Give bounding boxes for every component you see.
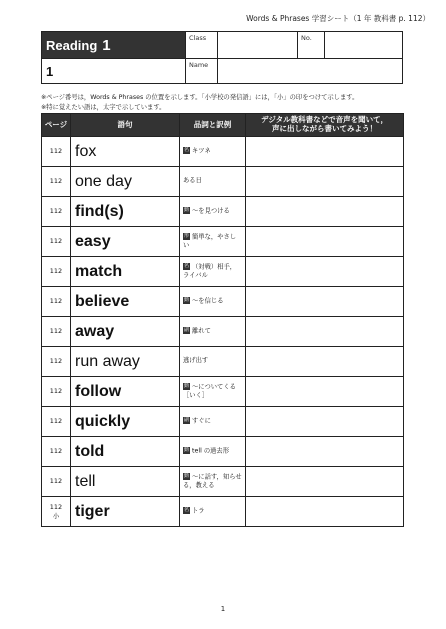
row-meaning <box>180 437 246 467</box>
row-word: tiger <box>71 497 180 527</box>
page-value: 112 <box>49 237 63 246</box>
practice-writing-field[interactable] <box>246 497 404 527</box>
part-of-speech-icon: 動 <box>183 207 189 213</box>
practice-writing-field[interactable] <box>246 347 404 377</box>
practice-writing-field[interactable] <box>246 437 404 467</box>
row-page <box>42 317 71 347</box>
name-label: Name <box>185 58 217 84</box>
practice-writing-field[interactable] <box>246 197 404 227</box>
row-page <box>42 197 71 227</box>
table-row <box>42 167 404 197</box>
meaning-text: ～を見つける <box>192 207 230 215</box>
meaning-text: 逃げ出す <box>183 357 209 365</box>
page-value: 112 <box>49 147 63 156</box>
name-field[interactable] <box>217 58 403 84</box>
row-meaning <box>180 407 246 437</box>
row-meaning <box>180 137 246 167</box>
row-word: find(s) <box>71 197 180 227</box>
page-value: 112 <box>49 477 63 486</box>
note-bold-words: ※特に覚えたい語は，太字で示しています。 <box>41 104 166 111</box>
meaning-text: ～を信じる <box>192 297 224 305</box>
page-value: 112 <box>49 417 63 426</box>
row-word: run away <box>71 347 180 377</box>
words-table <box>41 113 404 527</box>
row-page <box>42 347 71 377</box>
table-row <box>42 197 404 227</box>
practice-writing-field[interactable] <box>246 287 404 317</box>
part-of-speech-icon: 動 <box>183 447 189 453</box>
part-of-speech-icon: 名 <box>183 507 189 513</box>
row-meaning <box>180 317 246 347</box>
no-label: No. <box>297 32 324 58</box>
row-meaning <box>180 227 246 257</box>
row-page <box>42 137 71 167</box>
table-row <box>42 467 404 497</box>
part-of-speech-icon: 動 <box>183 297 189 303</box>
meaning-text: tell の過去形 <box>192 447 230 455</box>
row-word: one day <box>71 167 180 197</box>
page-value: 112 <box>49 297 63 306</box>
meaning-text: ～に話す，知らせる，教える <box>183 473 242 489</box>
header-word: 語句 <box>71 114 180 137</box>
part-of-speech-icon: 名 <box>183 262 189 269</box>
row-page <box>42 257 71 287</box>
class-label: Class <box>185 32 217 58</box>
note-page-numbers: ※ページ番号は，Words & Phrases の位置を示します。「小学校の発信語」には，「小」の印をつけて示します。 <box>41 94 359 101</box>
table-row <box>42 137 404 167</box>
row-word: believe <box>71 287 180 317</box>
row-page <box>42 227 71 257</box>
practice-writing-field[interactable] <box>246 137 404 167</box>
row-meaning <box>180 197 246 227</box>
table-header-row <box>42 114 404 137</box>
practice-writing-field[interactable] <box>246 377 404 407</box>
row-meaning <box>180 497 246 527</box>
table-row <box>42 407 404 437</box>
row-page <box>42 377 71 407</box>
reading-number: 1 <box>102 36 111 54</box>
row-word: match <box>71 257 180 287</box>
meaning-text: 簡単な，やさしい <box>183 233 237 249</box>
practice-writing-field[interactable] <box>246 167 404 197</box>
practice-writing-field[interactable] <box>246 317 404 347</box>
part-of-speech-icon: 動 <box>183 472 189 479</box>
meaning-text: トラ <box>192 507 205 515</box>
row-word: quickly <box>71 407 180 437</box>
row-word: away <box>71 317 180 347</box>
table-row <box>42 257 404 287</box>
practice-writing-field[interactable] <box>246 467 404 497</box>
row-meaning <box>180 257 246 287</box>
meaning-text: ある日 <box>183 177 202 185</box>
reading-label-box <box>42 32 185 58</box>
part-of-speech-icon: 副 <box>183 327 189 333</box>
page-value: 112 <box>49 447 63 456</box>
meaning-text: （対戦）相手，ライバル <box>183 263 237 279</box>
class-field[interactable] <box>217 32 297 58</box>
row-word: told <box>71 437 180 467</box>
practice-writing-field[interactable] <box>246 227 404 257</box>
meaning-text: すぐに <box>192 417 211 425</box>
row-meaning <box>180 467 246 497</box>
page-value: 112 <box>49 327 63 336</box>
page-number: 1 <box>220 605 226 613</box>
meaning-text: ～についてくる［いく］ <box>183 383 236 399</box>
page-value: 112 <box>49 387 63 396</box>
page-value: 112 <box>49 357 63 366</box>
row-meaning <box>180 377 246 407</box>
row-page <box>42 167 71 197</box>
practice-writing-field[interactable] <box>246 407 404 437</box>
header-meaning: 品詞と訳例 <box>180 114 246 137</box>
row-page <box>42 467 71 497</box>
row-page <box>42 287 71 317</box>
row-word: follow <box>71 377 180 407</box>
page-value: 112 <box>49 207 63 216</box>
row-word: tell <box>71 467 180 497</box>
row-meaning <box>180 167 246 197</box>
page-value: 112 <box>49 267 63 276</box>
reading-label: Reading <box>46 37 98 53</box>
table-row <box>42 287 404 317</box>
elementary-mark: 小 <box>52 511 60 520</box>
row-page <box>42 497 71 527</box>
row-word: fox <box>71 137 180 167</box>
table-row <box>42 347 404 377</box>
row-page <box>42 437 71 467</box>
row-page <box>42 407 71 437</box>
part-of-speech-icon: 副 <box>183 417 189 423</box>
part-of-speech-icon: 名 <box>183 147 189 153</box>
table-row <box>42 317 404 347</box>
meaning-text: キツネ <box>192 147 211 155</box>
header-practice: デジタル教科書などで音声を聞いて， 声に出しながら書いてみよう！ <box>246 114 404 137</box>
table-row <box>42 437 404 467</box>
table-row <box>42 377 404 407</box>
header-page: ページ <box>42 114 71 137</box>
part-of-speech-icon: 形 <box>183 232 189 239</box>
meaning-text: 離れて <box>192 327 211 335</box>
page-value: 112 <box>49 177 63 186</box>
table-row <box>42 227 404 257</box>
table-row <box>42 497 404 527</box>
row-word: easy <box>71 227 180 257</box>
no-field[interactable] <box>324 32 403 58</box>
part-of-speech-icon: 動 <box>183 382 189 389</box>
sheet-title: Words & Phrases 学習シート（1 年 教科書 p. 112） <box>246 14 430 23</box>
page-value: 112 <box>49 503 63 512</box>
practice-writing-field[interactable] <box>246 257 404 287</box>
header-grid <box>41 31 403 84</box>
lesson-number: 1 <box>42 58 185 84</box>
row-meaning <box>180 287 246 317</box>
row-meaning <box>180 347 246 377</box>
